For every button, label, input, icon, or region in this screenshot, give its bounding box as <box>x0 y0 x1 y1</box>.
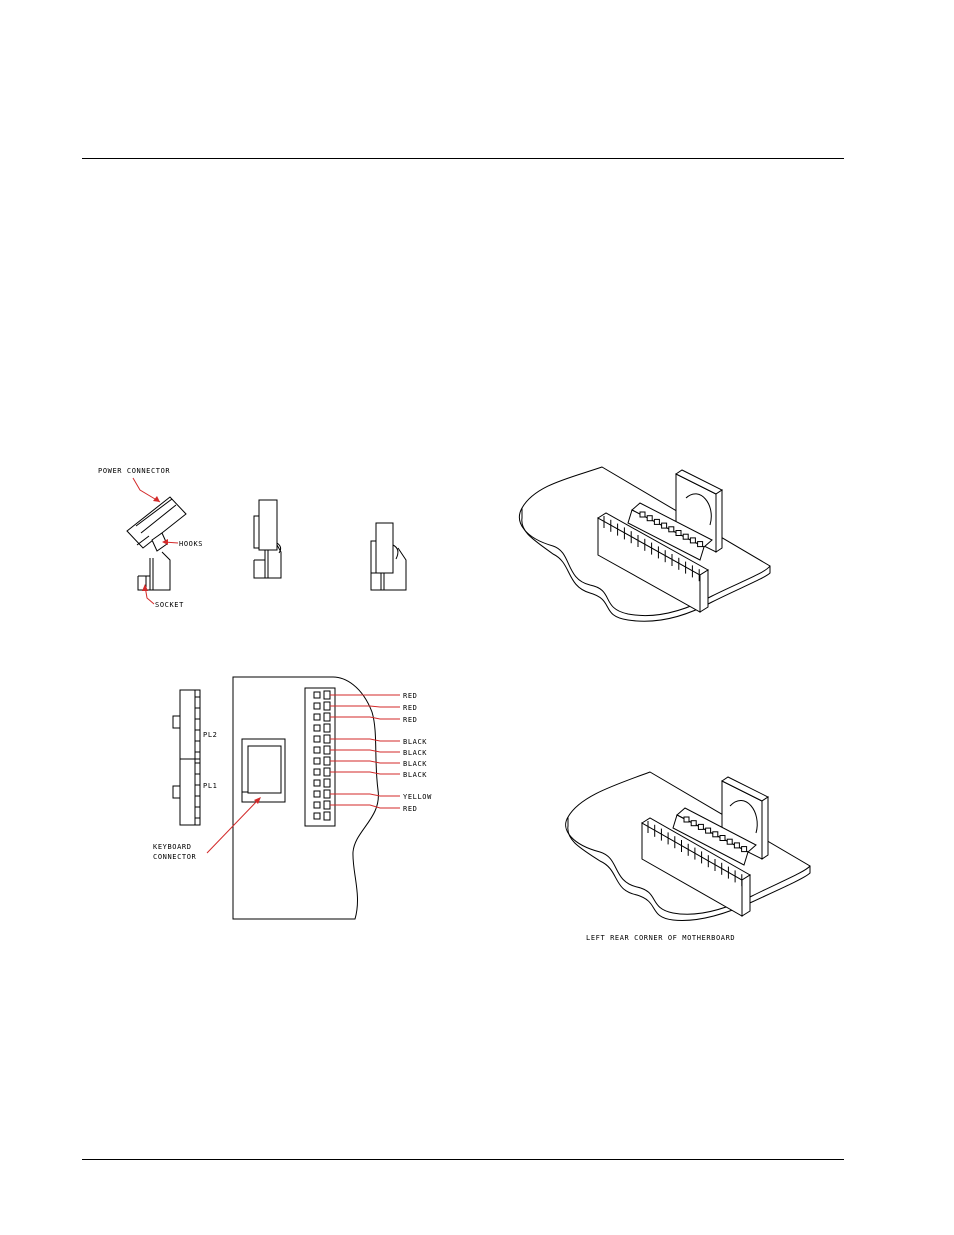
plug-pin <box>662 523 667 528</box>
plug-pin <box>676 531 681 536</box>
header-pin-slot <box>324 702 330 710</box>
power-connector-sequence <box>98 467 406 609</box>
keyboard-connector-label-line-2: CONNECTOR <box>153 853 197 861</box>
wire-label: RED <box>403 716 418 724</box>
header-pin <box>314 758 320 764</box>
wiring-diagram <box>153 677 432 919</box>
header-pin <box>314 769 320 775</box>
plug-pin <box>684 817 689 822</box>
figure-caption: LEFT REAR CORNER OF MOTHERBOARD <box>586 934 736 942</box>
wire-label: RED <box>403 692 418 700</box>
header-pin-slot <box>324 779 330 787</box>
socket-step-1 <box>138 552 170 590</box>
plug-pin <box>654 519 659 524</box>
plug-pin <box>691 821 696 826</box>
wire-label: RED <box>403 704 418 712</box>
wire-label: BLACK <box>403 760 428 768</box>
header-pin <box>314 714 320 720</box>
isometric-view-lower <box>566 772 810 921</box>
wire-label: RED <box>403 805 418 813</box>
plug-pin <box>698 542 703 547</box>
plug-pin <box>713 832 718 837</box>
plug-pin <box>706 828 711 833</box>
wire-label: BLACK <box>403 771 428 779</box>
keyboard-connector-label-line-1: KEYBOARD <box>153 843 192 851</box>
wire-lead <box>330 739 400 741</box>
wire-lead <box>330 772 400 774</box>
wire-lead <box>330 761 400 763</box>
header-pin <box>314 791 320 797</box>
isometric-view-upper <box>519 467 770 621</box>
wire-label: BLACK <box>403 738 428 746</box>
header-pin-slot <box>324 735 330 743</box>
wire-lead <box>330 706 400 707</box>
header-pin-slot <box>324 768 330 776</box>
plug-pin <box>640 512 645 517</box>
header-pin-slot <box>324 724 330 732</box>
keyboard-connector <box>242 739 285 802</box>
hooks-label: HOOKS <box>179 540 204 548</box>
header-pin-slot <box>324 812 330 820</box>
header-pin-slot <box>324 691 330 699</box>
plug-pin <box>720 836 725 841</box>
plug-pin <box>698 824 703 829</box>
pl2-label: PL2 <box>203 731 218 739</box>
plug-pin <box>669 527 674 532</box>
header-pin <box>314 780 320 786</box>
plug-pin <box>734 843 739 848</box>
connector-step-2 <box>254 500 281 578</box>
header-pin <box>314 802 320 808</box>
header-pin-slot <box>324 801 330 809</box>
header-pin-slot <box>324 790 330 798</box>
plug-pin <box>647 516 652 521</box>
wire-lead <box>330 794 400 796</box>
header-pin-slot <box>324 757 330 765</box>
power-connector-label: POWER CONNECTOR <box>98 467 171 475</box>
plug-pin <box>690 538 695 543</box>
wire-label: YELLOW <box>403 793 432 801</box>
connector-step-3 <box>371 523 406 590</box>
header-pin <box>314 725 320 731</box>
header-pin <box>314 703 320 709</box>
wire-lead <box>330 750 400 752</box>
wire-lead <box>330 717 400 719</box>
wire-label: BLACK <box>403 749 428 757</box>
header-pin-slot <box>324 713 330 721</box>
plug-pin <box>742 847 747 852</box>
header-pin <box>314 736 320 742</box>
header-pin <box>314 813 320 819</box>
plug-pin <box>683 534 688 539</box>
pl1-label: PL1 <box>203 782 218 790</box>
header-pin <box>314 747 320 753</box>
header-pin <box>314 692 320 698</box>
pl-connectors-strip <box>173 690 200 825</box>
socket-label: SOCKET <box>155 601 184 609</box>
header-pin-slot <box>324 746 330 754</box>
wire-lead <box>330 805 400 808</box>
arrowhead-icon <box>142 584 148 591</box>
plug-pin <box>727 839 732 844</box>
